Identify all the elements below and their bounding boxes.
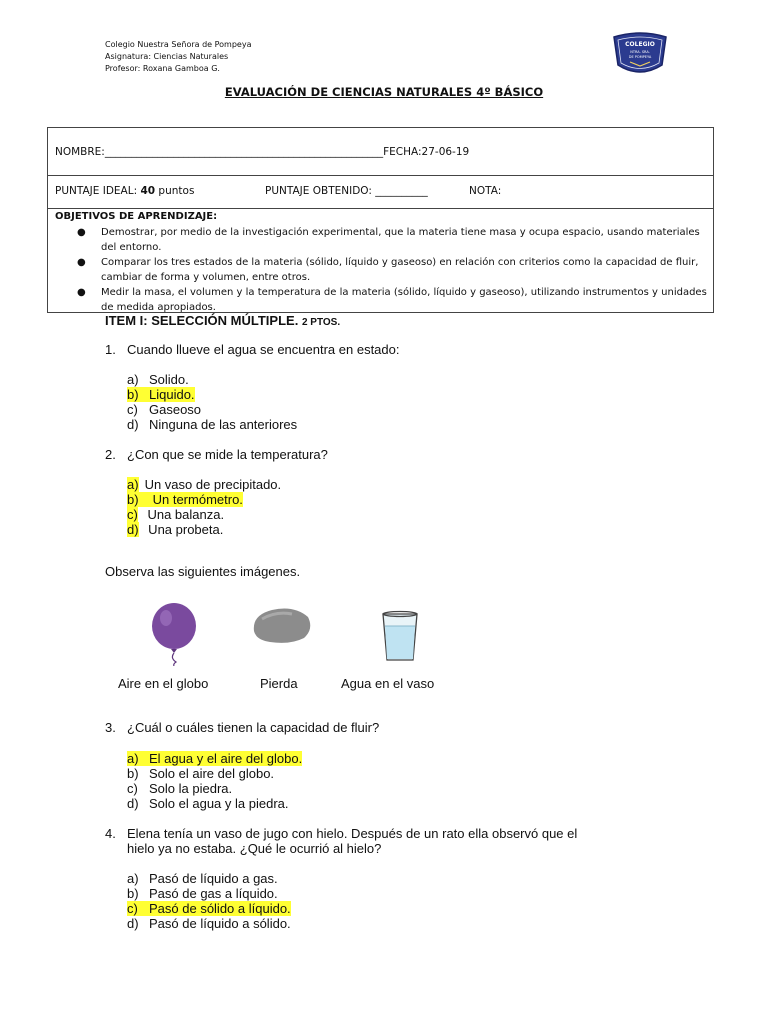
objective-text: Comparar los tres estados de la materia (sólido, líquido y gaseoso) en relación con criterios como la capacidad de fluir, cambiar de forma y volumen, entre otros. <box>101 257 699 283</box>
option-text: Solo el aire del globo. <box>149 766 275 781</box>
school-name: Colegio Nuestra Señora de Pompeya <box>105 40 252 49</box>
question-4-continuation: hielo ya no estaba. ¿Qué le ocurrió al hielo? <box>127 841 382 856</box>
option-letter: d) <box>127 522 139 537</box>
option-text: Pasó de líquido a gas. <box>149 871 278 886</box>
option-4b[interactable] <box>127 886 278 901</box>
question-number: 2. <box>105 447 116 462</box>
option-2c[interactable] <box>127 507 224 522</box>
question-number: 1. <box>105 342 116 357</box>
option-text: Una probeta. <box>144 522 224 537</box>
option-letter: d) <box>127 417 139 432</box>
ideal-label: PUNTAJE IDEAL: <box>55 185 138 197</box>
option-1d[interactable] <box>127 417 297 432</box>
option-4d[interactable] <box>127 916 291 931</box>
option-text: Pasó de líquido a sólido. <box>149 916 291 931</box>
section-title <box>105 313 340 328</box>
question-3 <box>105 720 379 735</box>
option-letter: a) <box>127 871 139 886</box>
option-letter: a) <box>127 372 139 387</box>
option-4c[interactable] <box>127 901 291 916</box>
option-2d[interactable] <box>127 522 223 537</box>
option-text: Pasó de sólido a líquido. <box>149 901 291 916</box>
option-letter: d) <box>127 916 139 931</box>
option-letter: c) <box>127 402 138 417</box>
section-title-text: ITEM I: SELECCIÓN MÚLTIPLE. <box>105 313 299 328</box>
option-1b[interactable] <box>127 387 195 402</box>
balloon-icon <box>146 602 202 666</box>
option-text: Liquido. <box>149 387 195 402</box>
name-row <box>48 128 713 176</box>
option-text: Un termómetro. <box>149 492 243 507</box>
option-2b[interactable] <box>127 492 243 507</box>
balloon-caption: Aire en el globo <box>118 676 209 691</box>
objective-item: ● Demostrar, por medio de la investigación experimental, que la materia tiene masa y ocupa espacio, usando materiales del entorno. <box>55 225 707 255</box>
option-3c[interactable] <box>127 781 232 796</box>
score-row <box>48 176 713 209</box>
student-info-table <box>47 127 714 313</box>
grade-label[interactable]: NOTA: <box>469 185 502 197</box>
option-letter: c) <box>127 781 138 796</box>
option-4a[interactable] <box>127 871 278 886</box>
option-text: Solo la piedra. <box>149 781 233 796</box>
objective-item: ● Comparar los tres estados de la materia (sólido, líquido y gaseoso) en relación con criterios como la capacidad de fluir, cambiar de forma y volumen, entre otros. <box>55 255 707 285</box>
option-text: Solido. <box>149 372 189 387</box>
option-text: Una balanza. <box>143 507 225 522</box>
stone-icon <box>250 605 314 645</box>
option-3b[interactable] <box>127 766 274 781</box>
option-2a[interactable] <box>127 477 281 492</box>
objectives-row <box>48 209 713 313</box>
ideal-value: 40 <box>140 185 156 197</box>
option-text: Gaseoso <box>149 402 202 417</box>
objective-text: Medir la masa, el volumen y la temperatura de la materia (sólido, líquido y gaseoso), utilizando instrumentos y unidades de medida apropiados. <box>101 287 707 313</box>
name-label: NOMBRE: <box>55 146 105 158</box>
subject-line: Asignatura: Ciencias Naturales <box>105 52 229 61</box>
logo-text-top: COLEGIO <box>625 41 655 48</box>
question-text: Cuando llueve el agua se encuentra en estado: <box>127 342 400 357</box>
question-1 <box>105 342 399 357</box>
option-letter: c) <box>127 507 138 522</box>
logo-text-mid: NTRA. SRA. <box>630 50 650 54</box>
option-letter: c) <box>127 901 138 916</box>
option-letter: b) <box>127 766 139 781</box>
observe-instruction: Observa las siguientes imágenes. <box>105 564 301 579</box>
exam-title: EVALUACIÓN DE CIENCIAS NATURALES 4º BÁSICO <box>224 85 544 99</box>
option-text: Ninguna de las anteriores <box>149 417 298 432</box>
option-3d[interactable] <box>127 796 288 811</box>
option-1a[interactable] <box>127 372 189 387</box>
question-number: 3. <box>105 720 116 735</box>
option-letter: b) <box>127 492 139 507</box>
question-text: ¿Cuál o cuáles tienen la capacidad de fluir? <box>127 720 380 735</box>
option-letter: d) <box>127 796 139 811</box>
option-letter: b) <box>127 886 139 901</box>
option-text: Un vaso de precipitado. <box>144 477 282 492</box>
ideal-unit: puntos <box>158 185 195 197</box>
water-glass-icon <box>380 610 420 662</box>
option-letter: b) <box>127 387 139 402</box>
question-text: ¿Con que se mide la temperatura? <box>127 447 328 462</box>
question-text: Elena tenía un vaso de jugo con hielo. Después de un rato ella observó que el <box>127 826 578 841</box>
question-number: 4. <box>105 826 116 841</box>
school-logo <box>610 31 670 77</box>
ideal-score <box>55 185 194 197</box>
option-letter: a) <box>127 477 139 492</box>
question-4 <box>105 826 577 841</box>
name-line: _____________________________________________________ <box>104 146 384 158</box>
option-text: Pasó de gas a líquido. <box>149 886 278 901</box>
school-header <box>105 39 251 75</box>
option-1c[interactable] <box>127 402 201 417</box>
option-text: El agua y el aire del globo. <box>149 751 303 766</box>
option-text: Solo el agua y la piedra. <box>149 796 289 811</box>
stone-caption: Pierda <box>260 676 298 691</box>
option-3a[interactable] <box>127 751 302 766</box>
objectives-title: OBJETIVOS DE APRENDIZAJE: <box>55 211 218 222</box>
objective-text: Demostrar, por medio de la investigación experimental, que la materia tiene masa y ocupa espacio, usando materiales del entorno. <box>101 227 700 253</box>
section-points: 2 PTOS. <box>301 317 341 328</box>
glass-caption: Agua en el vaso <box>341 676 435 691</box>
objectives-list <box>55 225 707 315</box>
logo-text-bottom: DE POMPEYA <box>628 55 652 59</box>
option-letter: a) <box>127 751 139 766</box>
date-label: FECHA:27-06-19 <box>383 146 470 158</box>
objective-item: ● Medir la masa, el volumen y la temperatura de la materia (sólido, líquido y gaseoso), utilizando instrumentos y unidades de medida apropiados. <box>77 287 707 313</box>
name-field[interactable] <box>55 146 469 158</box>
teacher-line: Profesor: Roxana Gamboa G. <box>105 64 220 73</box>
question-2 <box>105 447 328 462</box>
obtained-score[interactable]: PUNTAJE OBTENIDO: __________ <box>265 185 428 197</box>
